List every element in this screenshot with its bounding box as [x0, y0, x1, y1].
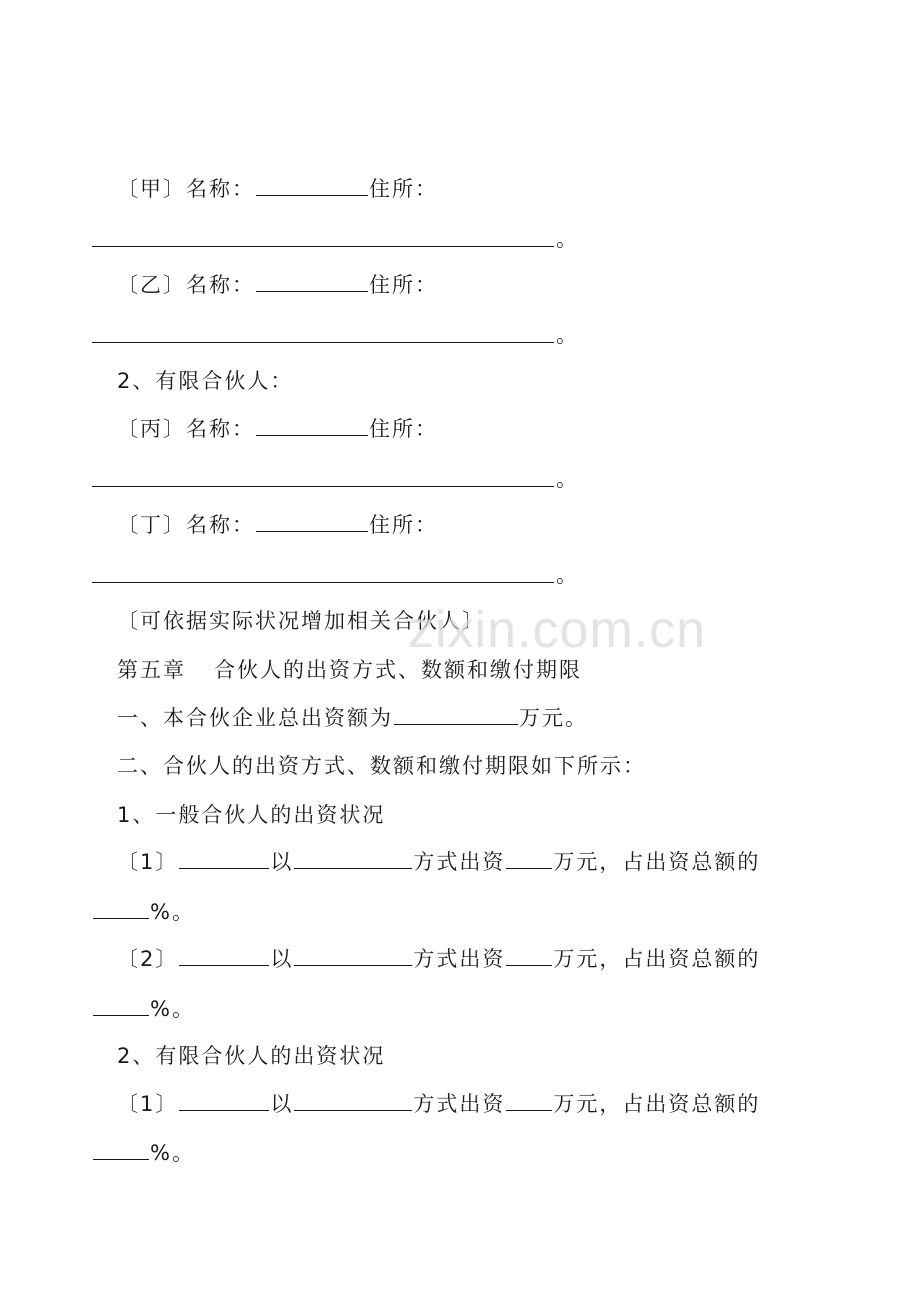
method-blank[interactable]	[294, 944, 412, 966]
amount-blank[interactable]	[506, 847, 552, 869]
limited-partners-heading: 2、有限合伙人：	[117, 369, 294, 393]
item-number: 〔1〕	[117, 1092, 179, 1116]
general-contrib-item-1-pct	[92, 897, 195, 927]
partner-b-address-row	[0, 320, 920, 350]
partner-d-name-blank[interactable]	[256, 510, 368, 532]
general-contrib-item-1	[117, 847, 760, 877]
partner-d-label: 〔丁〕名称：	[117, 513, 255, 537]
general-contrib-item-2-pct	[92, 994, 195, 1024]
clause-total-text: 一、本合伙企业总出资额为	[117, 706, 393, 730]
contributor-blank[interactable]	[179, 847, 269, 869]
partner-a-address-blank[interactable]	[92, 246, 554, 247]
partner-b-address-blank[interactable]	[92, 342, 554, 343]
limited-contrib-item-1	[117, 1089, 760, 1119]
partner-c-label: 〔丙〕名称：	[117, 417, 255, 441]
partner-c-end: 。	[556, 467, 577, 491]
item-mode: 方式出资	[413, 947, 506, 971]
item-pct: %。	[150, 997, 195, 1021]
partner-a-address-row	[0, 224, 920, 254]
percent-blank[interactable]	[93, 994, 149, 1016]
partner-a-line	[117, 174, 438, 204]
amount-blank[interactable]	[506, 944, 552, 966]
partner-c-name-blank[interactable]	[256, 414, 368, 436]
partner-a-addr-label: 住所：	[369, 177, 438, 201]
method-blank[interactable]	[294, 847, 412, 869]
partner-b-line	[117, 270, 438, 300]
item-by: 以	[270, 1092, 294, 1116]
partner-a-name-blank[interactable]	[256, 174, 368, 196]
item-mode: 方式出资	[413, 1092, 506, 1116]
partner-c-address-blank[interactable]	[92, 486, 554, 487]
percent-blank[interactable]	[93, 897, 149, 919]
item-by: 以	[270, 947, 294, 971]
partner-d-address-blank[interactable]	[92, 582, 554, 583]
item-pct: %。	[150, 900, 195, 924]
chapter-title: 合伙人的出资方式、数额和缴付期限	[214, 658, 582, 682]
item-unit: 万元，占出资总额的	[553, 947, 761, 971]
method-blank[interactable]	[294, 1089, 412, 1111]
total-capital-blank[interactable]	[394, 703, 518, 725]
partner-b-name-blank[interactable]	[256, 270, 368, 292]
partner-c-line	[117, 414, 438, 444]
watermark: zixin.com.cn	[408, 601, 707, 659]
partner-d-line	[117, 510, 438, 540]
general-contrib-item-2	[117, 944, 760, 974]
contributor-blank[interactable]	[179, 944, 269, 966]
clause-contribution-intro: 二、合伙人的出资方式、数额和缴付期限如下所示：	[117, 754, 646, 778]
partner-c-address-row	[0, 464, 920, 494]
limited-contrib-heading: 2、有限合伙人的出资状况	[117, 1044, 386, 1068]
item-unit: 万元，占出资总额的	[553, 850, 761, 874]
item-mode: 方式出资	[413, 850, 506, 874]
partner-b-addr-label: 住所：	[369, 273, 438, 297]
amount-blank[interactable]	[506, 1089, 552, 1111]
contributor-blank[interactable]	[179, 1089, 269, 1111]
limited-contrib-item-1-pct	[92, 1138, 195, 1168]
partner-b-label: 〔乙〕名称：	[117, 273, 255, 297]
chapter-number: 第五章	[117, 658, 186, 682]
item-unit: 万元，占出资总额的	[553, 1092, 761, 1116]
partner-b-end: 。	[556, 323, 577, 347]
item-by: 以	[270, 850, 294, 874]
partner-a-end: 。	[556, 227, 577, 251]
clause-total-capital	[117, 703, 588, 733]
partner-d-address-row	[0, 560, 920, 590]
item-number: 〔2〕	[117, 947, 179, 971]
chapter-heading	[117, 655, 582, 685]
general-contrib-heading: 1、一般合伙人的出资状况	[117, 803, 386, 827]
item-pct: %。	[150, 1141, 195, 1165]
clause-total-unit: 万元。	[519, 706, 588, 730]
partner-a-label: 〔甲〕名称：	[117, 177, 255, 201]
partner-d-addr-label: 住所：	[369, 513, 438, 537]
partner-c-addr-label: 住所：	[369, 417, 438, 441]
partner-d-end: 。	[556, 563, 577, 587]
additional-partners-note: 〔可依据实际状况增加相关合伙人〕	[117, 609, 485, 633]
percent-blank[interactable]	[93, 1138, 149, 1160]
item-number: 〔1〕	[117, 850, 179, 874]
